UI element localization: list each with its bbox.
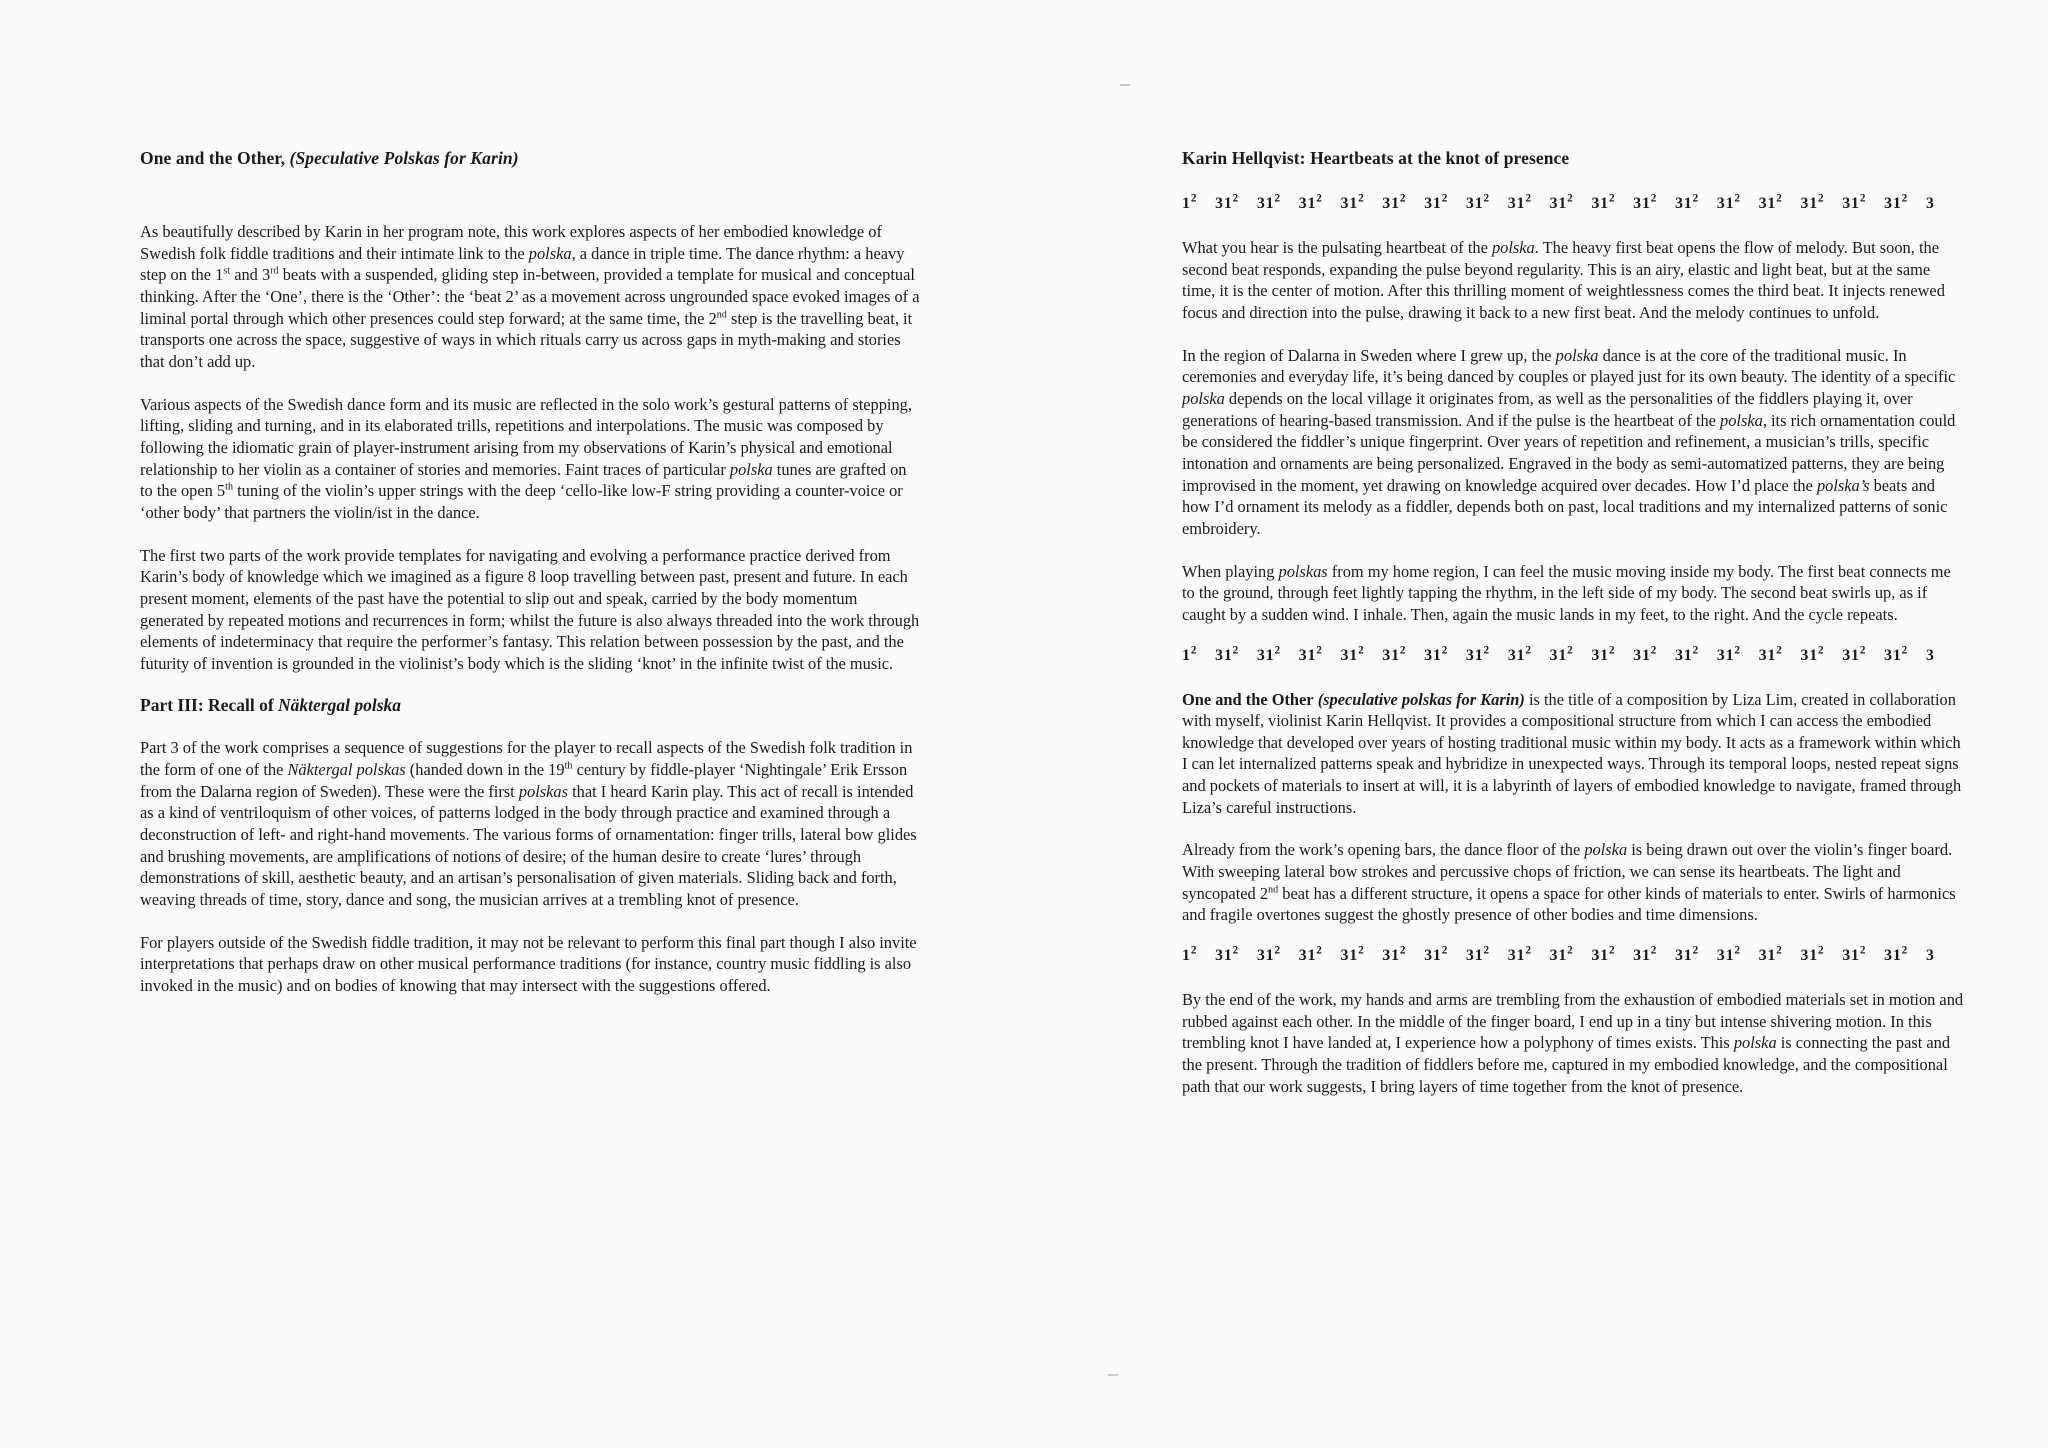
right-notation-1: $1^2$ $31^2$ $31^2$ $31^2$ $31^2$ $31^2$ $31^2$ $31^2$ $31^2$ $31^2$ $31^2$ $31^2$ $31^2$ $31^2$ $31^2$ $31^2$ $31^2$ $31^2$ 3 bbox=[1182, 192, 1935, 212]
right-paragraph-6: One and the Other (speculative polskas for Karin) is the title of a composition by Liza Lim, created in collaboration with myself, violinist Karin Hellqvist. It provides a compositional structure from which I can access the embodied knowledge that developed over years of hosting traditional music within my body. It acts as a framework within which I can let internalized patterns speak and hybridize in unexpected ways. Through its temporal loops, nested repeat signs and pockets of materials to insert at will, it is a labyrinth of layers of embodied knowledge to navigate, framed through Liza’s careful instructions. bbox=[1182, 689, 1962, 817]
right-paragraph-3: In the region of Dalarna in Sweden where I grew up, the polska dance is at the core of the traditional music. In ceremonies and everyday life, it’s being danced by couples or played just for its own beauty. The identity of a specific polska depends on the local village it originates from, as well as the personalities of the fiddlers playing it, over generations of hearing-based transmission. And if the pulse is the heartbeat of the polska, its rich ornamentation could be considered the fiddler’s unique fingerprint. Over years of repetition and refinement, a musician’s trills, specific intonation and ornaments are being personalized. Engraved in the body as semi-automatized patterns, they are being improvised in the moment, yet drawing on knowledge acquired over decades. How I’d place the polska’s beats and how I’d ornament its melody as a fiddler, depends both on past, local traditions and my internalized patterns of sonic embroidery. bbox=[1182, 345, 1956, 538]
right-paragraph-2: What you hear is the pulsating heartbeat of the polska. The heavy first beat opens the flow of melody. But soon, the second beat responds, expanding the pulse beyond regularity. This is an airy, elastic and light beat, but at the same time, it is the center of motion. After this thrilling moment of weightlessness comes the third beat. It injects renewed focus and direction into the pulse, drawing it back to a new first beat. And the melody continues to unfold. bbox=[1182, 238, 1945, 322]
right-notation-5: $1^2$ $31^2$ $31^2$ $31^2$ $31^2$ $31^2$ $31^2$ $31^2$ $31^2$ $31^2$ $31^2$ $31^2$ $31^2$ $31^2$ $31^2$ $31^2$ $31^2$ $31^2$ 3 bbox=[1182, 644, 1935, 664]
left-title-0: One and the Other, (Speculative Polskas for Karin) bbox=[140, 148, 519, 168]
registration-mark-bottom bbox=[1108, 1374, 1118, 1376]
left-paragraph-1: As beautifully described by Karin in her program note, this work explores aspects of her embodied knowledge of Swedish folk fiddle traditions and their intimate link to the polska, a dance in triple time. The dance rhythm: a heavy step on the 1st and 3rd beats with a suspended, gliding step in-between, provided a template for musical and conceptual thinking. After the ‘One’, there is the ‘Other’: the ‘beat 2’ as a movement across ungrounded space evoked images of a liminal portal through which other presences could step forward; at the same time, the 2nd step is the travelling beat, it transports one across the space, suggestive of ways in which rituals carry us across gaps in myth-making and stories that don’t add up. bbox=[140, 222, 920, 371]
right-paragraph-7: Already from the work’s opening bars, the dance floor of the polska is being drawn out over the violin’s finger board. With sweeping lateral bow strokes and percussive chops of friction, we can sense its heartbeats. The light and syncopated 2nd beat has a different structure, it opens a space for other kinds of materials to enter. Swirls of harmonics and fragile overtones suggest the ghostly presence of other bodies and time dimensions. bbox=[1182, 840, 1956, 925]
right-paragraph-9: By the end of the work, my hands and arms are trembling from the exhaustion of embodied materials set in motion and rubbed against each other. In the middle of the finger board, I end up in a tiny but intense shivering motion. In this trembling knot I have landed at, I experience how a polyphony of times exists. This polska is connecting the past and the present. Through the tradition of fiddlers before me, captured in my embodied knowledge, and the compositional path that our work suggests, I bring layers of time together from the knot of presence. bbox=[1182, 990, 1964, 1096]
left-paragraph-5: Part 3 of the work comprises a sequence of suggestions for the player to recall aspects of the Swedish folk tradition in the form of one of the Näktergal polskas (handed down in the 19th century by fiddle-player ‘Nightingale’ Erik Ersson from the Dalarna region of Sweden). These were the first polskas that I heard Karin play. This act of recall is intended as a kind of ventriloquism of other voices, of patterns lodged in the body through practice and examined through a deconstruction of left- and right-hand movements. The various forms of ornamentation: finger trills, lateral bow glides and brushing movements, are amplifications of notions of desire; of the human desire to create ‘lures’ through demonstrations of skill, aesthetic beauty, and an artisan’s personalisation of given materials. Sliding back and forth, weaving threads of time, story, dance and song, the musician arrives at a trembling knot of presence. bbox=[140, 738, 917, 910]
left-paragraph-2: Various aspects of the Swedish dance form and its music are reflected in the solo work’s gestural patterns of stepping, lifting, sliding and turning, and in its elaborated trills, repetitions and interpolations. The music was composed by following the idiomatic grain of player-instrument arising from my observations of Karin’s physical and emotional relationship to her violin as a container of stories and memories. Faint traces of particular polska tunes are grafted on to the open 5th tuning of the violin’s upper strings with the deep ‘cello-like low-F string providing a counter-voice or ‘other body’ that partners the violin/ist in the dance. bbox=[140, 394, 912, 522]
right-page-content bbox=[1182, 148, 1964, 1118]
left-subheading-4: Part III: Recall of Näktergal polska bbox=[140, 695, 402, 716]
left-paragraph-3: The first two parts of the work provide templates for navigating and evolving a performance practice derived from Karin’s body of knowledge which we imagined as a figure 8 loop travelling between past, present and future. In each present moment, elements of the past have the potential to slip out and speak, carried by the body momentum generated by repeated motions and recurrences in form; whilst the future is also always threaded into the work through elements of indeterminacy that require the performer’s fantasy. This relation between possession by the past, and the futurity of invention is grounded in the violinist’s body which is the sliding ‘knot’ in the infinite twist of the music. bbox=[140, 545, 920, 673]
left-page-content bbox=[140, 148, 922, 1018]
right-notation-8: $1^2$ $31^2$ $31^2$ $31^2$ $31^2$ $31^2$ $31^2$ $31^2$ $31^2$ $31^2$ $31^2$ $31^2$ $31^2$ $31^2$ $31^2$ $31^2$ $31^2$ $31^2$ 3 bbox=[1182, 944, 1935, 965]
right-paragraph-4: When playing polskas from my home region, I can feel the music moving inside my body. The first beat connects me to the ground, through feet lightly tapping the rhythm, in the left side of my body. The second beat swirls up, as if caught by a sudden wind. I inhale. Then, again the music lands in my feet, to the right. And the cycle repeats. bbox=[1182, 561, 1951, 624]
registration-mark-top bbox=[1120, 84, 1130, 86]
left-paragraph-6: For players outside of the Swedish fiddle tradition, it may not be relevant to perform this final part though I also invite interpretations that perhaps draw on other musical performance traditions (for instance, country music fiddling is also invoked in the music) and on bodies of knowing that may intersect with the suggestions offered. bbox=[140, 932, 917, 996]
right-title-0: Karin Hellqvist: Heartbeats at the knot of presence bbox=[1182, 148, 1570, 168]
